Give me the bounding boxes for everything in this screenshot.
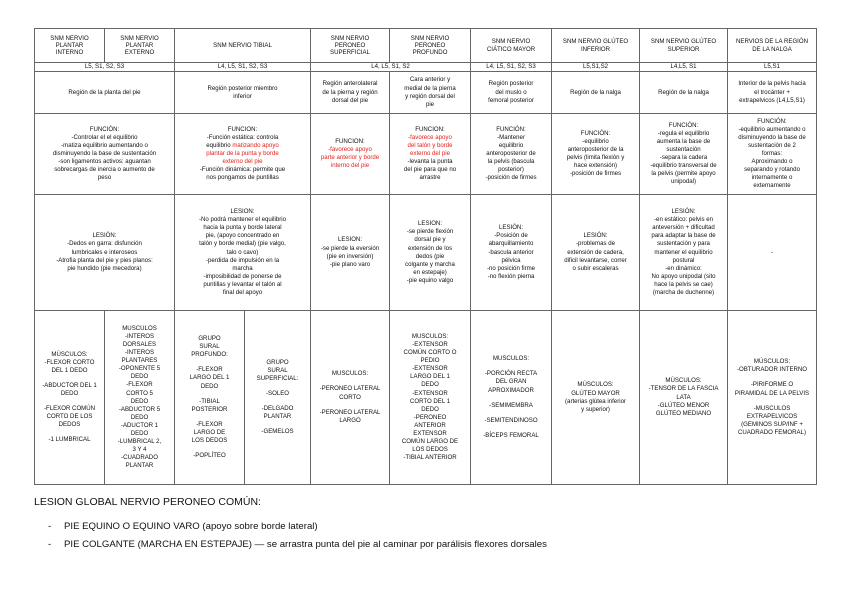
function-peroneo-profundo: FUNCION: -favorece apoyo del talón y borde externo del pie -levanta la punta del pie para que no arrastre [390, 114, 471, 195]
roots-plantar: L5, S1, S2, S3 [35, 63, 175, 72]
footer-item: - PIE COLGANTE (MARCHA EN ESTEPAJE) — se arrastra punta del pie al caminar por parálisis flexores dorsales [48, 536, 547, 554]
muscles-plantar-externo: MUSCULOS -INTEROS DORSALES -INTEROS PLANTARES -OPONENTE 5 DEDO -FLEXOR CORTO 5 DEDO -ABDUCTOR 5 DEDO -ADUCTOR 1 DEDO -LUMBRICAL 2, 3 Y 4 -CUADRADO PLANTAR [105, 311, 175, 485]
roots-gluteo-superior: L4,L5, S1 [640, 63, 728, 72]
header-plantar-interno: SNM NERVIO PLANTAR INTERNO [35, 29, 105, 63]
header-gluteo-superior: SNM NERVIO GLÚTEO SUPERIOR [640, 29, 728, 63]
muscles-peroneo-profundo: MUSCULOS: -EXTENSOR COMÚN CORTO O PEDIO -EXTENSOR LARGO DEL 1 DEDO -EXTENSOR CORTO DEL 1 DEDO -PERONEO ANTERIOR EXTENSOR COMÚN LARGO DE LOS DEDOS -TIBIAL ANTERIOR [390, 311, 471, 485]
footer-list [48, 518, 547, 554]
region-ciatico: Región posterior del muslo o femoral posterior [471, 72, 552, 114]
header-tibial: SNM NERVIO TIBIAL [175, 29, 311, 63]
roots-ciatico: L4, L5, S1, S2, S3 [471, 63, 552, 72]
header-nalga: NERVIOS DE LA REGIÓN DE LA NALGA [728, 29, 817, 63]
function-nalga: FUNCIÓN: -equilibrio aumentando o disminuyendo la base de sustentación de 2 formas: Aproximando o separando y rotando internamente o externamente [728, 114, 817, 195]
region-peroneo-superficial: Región anterolateral de la pierna y región dorsal del pie [311, 72, 390, 114]
function-row [35, 114, 817, 195]
region-peroneo-profundo: Cara anterior y medial de la pierna y región dorsal del pie [390, 72, 471, 114]
function-tibial: FUNCION: -Función estática: controla equilibrio matizando apoyo plantar de la punta y borde externo del pie -Función dinámica: permite que nos pongamos de puntillas [175, 114, 311, 195]
lesion-plantar: LESIÓN: -Dedos en garra: disfunción lumbricales e interoseos -Atrofia planta del pie y pies planos: pie hundido (pie mecedora) [35, 195, 175, 311]
header-plantar-externo: SNM NERVIO PLANTAR EXTERNO [105, 29, 175, 63]
lesion-nalga: - [728, 195, 817, 311]
muscles-peroneo-superficial: MUSCULOS: -PERONEO LATERAL CORTO -PERONEO LATERAL LARGO [311, 311, 390, 485]
lesion-row [35, 195, 817, 311]
function-gluteo-inferior: FUNCIÓN: -equilibrio anteroposterior de la pelvis (limita flexión y hace extensión) -posición de firmes [552, 114, 640, 195]
roots-peroneo: L4, L5, S1, S2 [311, 63, 471, 72]
lesion-peroneo-superficial: LESION: -se pierde la eversión (pie en inversión) -pie plano varo [311, 195, 390, 311]
muscles-tibial-profundo: GRUPO SURAL PROFUNDO: -FLEXOR LARGO DEL 1 DEDO -TIBIAL POSTERIOR -FLEXOR LARGO DE LOS DEDOS -POPLÍTEO [175, 311, 245, 485]
function-gluteo-superior: FUNCIÓN: -regula el equilibrio aumenta la base de sustentación -separa la cadera -equilibrio transversal de la pelvis (permite apoyo unipodal) [640, 114, 728, 195]
footer-item: - PIE EQUINO O EQUINO VARO (apoyo sobre borde lateral) [48, 518, 547, 536]
roots-nalga: L5,S1 [728, 63, 817, 72]
muscles-gluteo-superior: MÚSCULOS: -TENSOR DE LA FASCIA LATA -GLÚTEO MENOR GLÚTEO MEDIANO [640, 311, 728, 485]
nerve-table [34, 28, 817, 485]
roots-tibial: L4, L5, S1, S2, S3 [175, 63, 311, 72]
footer-title: LESION GLOBAL NERVIO PERONEO COMÚN: [34, 496, 261, 508]
muscles-ciatico: MUSCULOS: -PORCIÓN RECTA DEL GRAN APROXIMADOR -SEMIMEMBRA -SEMITENDINOSO -BÍCEPS FEMORAL [471, 311, 552, 485]
muscles-row [35, 311, 817, 485]
muscles-nalga: MÚSCULOS: -OBTURADOR INTERNO -PIRIFORME O PIRAMIDAL DE LA PELVIS -MUSCULOS EXTRAPELVICOS (GEMINOS SUP/INF + CUADRADO FEMORAL) [728, 311, 817, 485]
muscles-plantar-interno: MÚSCULOS: -FLEXOR CORTO DEL 1 DEDO -ABDUCTOR DEL 1 DEDO -FLEXOR COMÚN CORTO DE LOS DEDOS -1 LUMBRICAL [35, 311, 105, 485]
lesion-gluteo-superior: LESIÓN: -en estático: pelvis en anteversión + dificultad para adaptar la base de sustentación y para mantener el equilibrio postural -en dinámico: No apoyo unipodal (sito hace la pelvis se cae) (marcha de duchenne) [640, 195, 728, 311]
header-ciatico-mayor: SNM NERVIO CIÁTICO MAYOR [471, 29, 552, 63]
header-peroneo-superficial: SNM NERVIO PERONEO SUPERFICIAL [311, 29, 390, 63]
region-gluteo-superior: Región de la nalga [640, 72, 728, 114]
function-plantar: FUNCIÓN: -Controlar el el equilibrio -matiza equilibrio aumentando o disminuyendo la base de sustentación -son ligamentos activos: aguantan sobrecargas de inercia o aumento de peso [35, 114, 175, 195]
lesion-tibial: LESION: -No podrá mantener el equilibrio hacia la punta y borde lateral pie, (apoyo concentrado en talón y borde medial) (pie valgo, talo o cavo) -perdida de impulsión en la marcha -imposibilidad de ponerse de puntillas y levantar el talón al final del apoyo [175, 195, 311, 311]
roots-gluteo-inferior: L5,S1,S2 [552, 63, 640, 72]
function-peroneo-superficial: FUNCION: -favorece apoyo parte anterior y borde interno del pie [311, 114, 390, 195]
lesion-gluteo-inferior: LESIÓN: -problemas de extensión de cadera, dificil levantarse, correr o subir escaleras [552, 195, 640, 311]
region-nalga: Interior de la pelvis hacia el trocánter + extrapelvicos (L4,L5,S1) [728, 72, 817, 114]
muscles-tibial-superficial: GRUPO SURAL SUPERFICIAL: -SOLEO -DELGADO PLANTAR -GEMELOS [245, 311, 311, 485]
lesion-peroneo-profundo: LESION: -se pierde flexión dorsal pie y extensión de los dedos (pie colgante y marcha en estepaje) -pie equino valgo [390, 195, 471, 311]
region-gluteo-inferior: Región de la nalga [552, 72, 640, 114]
function-ciatico: FUNCIÓN: -Mantener equilibrio anteroposterior de la pelvis (bascula posterior) -posición de firmes [471, 114, 552, 195]
region-plantar: Región de la planta del pie [35, 72, 175, 114]
muscles-gluteo-inferior: MÚSCULOS: GLÚTEO MAYOR (arterias glútea inferior y superior) [552, 311, 640, 485]
roots-row [35, 63, 817, 72]
header-gluteo-inferior: SNM NERVIO GLÚTEO INFERIOR [552, 29, 640, 63]
header-row [35, 29, 817, 63]
region-row [35, 72, 817, 114]
header-peroneo-profundo: SNM NERVIO PERONEO PROFUNDO [390, 29, 471, 63]
region-tibial: Región posterior miembro inferior [175, 72, 311, 114]
lesion-ciatico: LESIÓN: -Posición de abarquillamiento -bascula anterior pélvica -no posición firme -no flexión pierna [471, 195, 552, 311]
